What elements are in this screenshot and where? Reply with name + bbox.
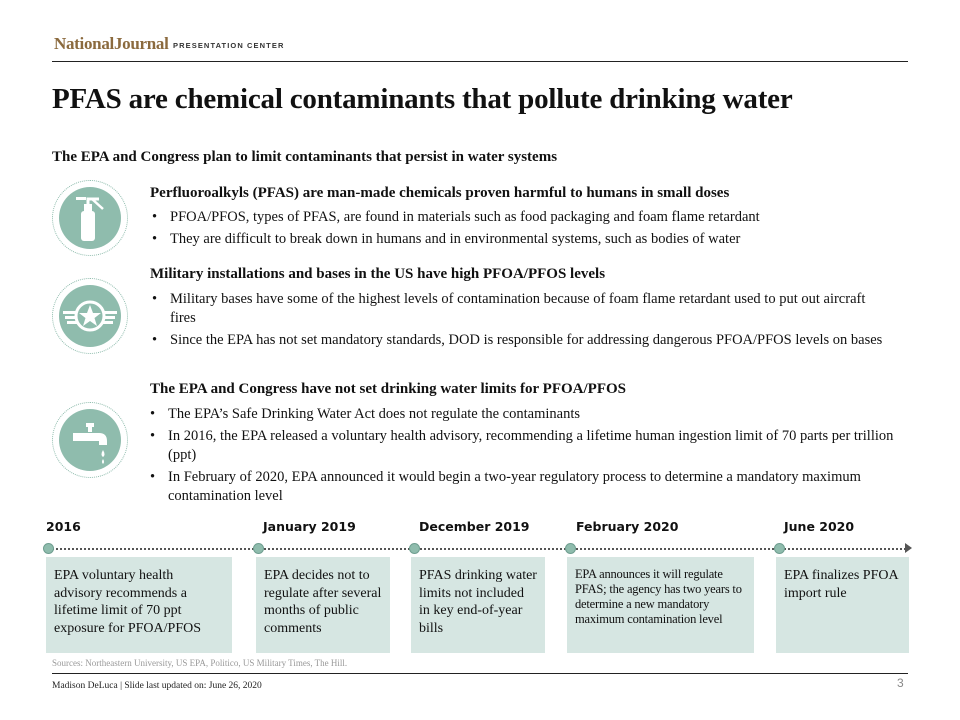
list-item: • Since the EPA has not set mandatory standards, DOD is responsible for addressing dangerous PFOA/PFOS levels on bases [150,331,890,350]
timeline-date-feb-2020: February 2020 [576,519,679,534]
list-item: • PFOA/PFOS, types of PFAS, are found in materials such as food packaging and foam flame retardant [150,208,900,227]
slide-title: PFAS are chemical contaminants that pollute drinking water [52,83,793,115]
list-item: • In February of 2020, EPA announced it would begin a two-year regulatory process to determine a mandatory maximum contamination level [148,468,898,506]
logo-subtitle: PRESENTATION CENTER [173,41,285,50]
timeline-box-jan-2019: EPA decides not to regulate after several months of public comments [256,557,390,653]
timeline-date-dec-2019: December 2019 [419,519,530,534]
timeline-date-2016: 2016 [46,519,81,534]
timeline-dot [774,543,785,554]
fire-extinguisher-icon [52,180,128,256]
section-heading-epa-limits: The EPA and Congress have not set drinking water limits for PFOA/PFOS [150,381,626,397]
logo-national-journal: NationalJournal [54,34,169,53]
timeline-box-feb-2020: EPA announces it will regulate PFAS; the agency has two years to determine a new mandatory maximum contamination level [567,557,754,653]
page-number: 3 [897,676,904,690]
timeline-dot [565,543,576,554]
section-bullets-military [150,290,890,353]
timeline-box-dec-2019: PFAS drinking water limits not included in key end-of-year bills [411,557,545,653]
list-item: • The EPA’s Safe Drinking Water Act does not regulate the contaminants [148,405,898,424]
timeline-dot [43,543,54,554]
list-item: • They are difficult to break down in humans and in environmental systems, such as bodies of water [150,230,900,249]
header-divider [52,61,908,62]
section-bullets-epa-limits [148,405,898,509]
timeline-box-jun-2020: EPA finalizes PFOA import rule [776,557,909,653]
military-star-emblem-icon [52,278,128,354]
list-item: • Military bases have some of the highest levels of contamination because of foam flame retardant used to put out aircraft fires [150,290,890,328]
water-faucet-icon [52,402,128,478]
sources-note: Sources: Northeastern University, US EPA, Politico, US Military Times, The Hill. [52,658,348,668]
timeline-box-2016: EPA voluntary health advisory recommends a lifetime limit of 70 ppt exposure for PFOA/PFOS [46,557,232,653]
timeline-date-jun-2020: June 2020 [784,519,855,534]
timeline-arrow-icon [905,543,912,553]
section-bullets-pfas [150,208,900,252]
footer-credit: Madison DeLuca | Slide last updated on: June 26, 2020 [52,681,262,691]
section-heading-pfas: Perfluoroalkyls (PFAS) are man-made chemicals proven harmful to humans in small doses [150,185,730,201]
slide-subtitle: The EPA and Congress plan to limit contaminants that persist in water systems [52,149,558,165]
timeline-dot [253,543,264,554]
timeline-date-jan-2019: January 2019 [263,519,356,534]
footer-divider [52,673,908,674]
list-item: • In 2016, the EPA released a voluntary health advisory, recommending a lifetime human ingestion limit of 70 parts per trillion (ppt) [148,427,898,465]
timeline-dot [409,543,420,554]
section-heading-military: Military installations and bases in the US have high PFOA/PFOS levels [150,266,606,282]
